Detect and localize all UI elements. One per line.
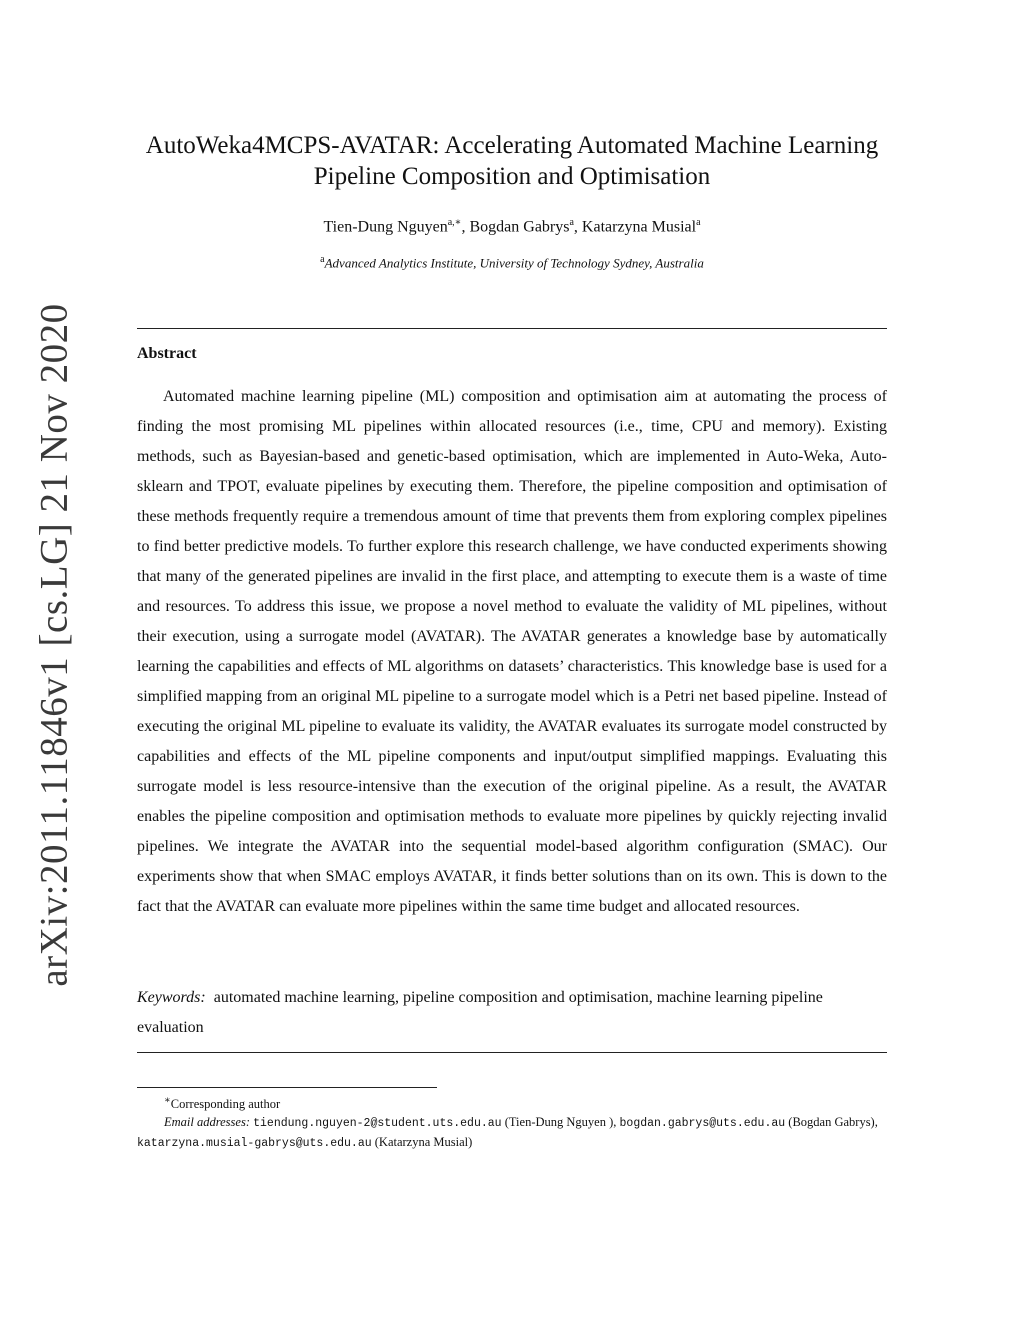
footnote: [137, 1092, 897, 1153]
corresponding-author-note: [137, 1092, 897, 1113]
email-link[interactable]: bogdan.gabrys@uts.edu.au: [619, 1117, 786, 1131]
author-affiliation-mark: a: [696, 217, 701, 228]
abstract-body: Automated machine learning pipeline (ML) composition and optimisation aim at automating the process of finding the most promising ML pipelines within allocated resources (i.e., time, CPU and memory). Existing methods, such as Bayesian-based and genetic-based optimisation, which are implemented in Auto-Weka, Auto-sklearn and TPOT, evaluate pipelines by executing them. Therefore, the pipeline composition and optimisation of these methods frequently require a tremendous amount of time that prevents them from exploring complex pipelines to find better predictive models. To further explore this research challenge, we have conducted experiments showing that many of the generated pipelines are invalid in the first place, and attempting to execute them is a waste of time and resources. To address this issue, we propose a novel method to evaluate the validity of ML pipelines, without their execution, using a surrogate model (AVATAR). The AVATAR generates a knowledge base by automatically learning the capabilities and effects of ML algorithms on datasets’ characteristics. This knowledge base is used for a simplified mapping from an original ML pipeline to a surrogate model which is a Petri net based pipeline. Instead of executing the original ML pipeline to evaluate its validity, the AVATAR evaluates its surrogate model constructed by capabilities and effects of the ML pipeline components and input/output simplified mappings. Evaluating this surrogate model is less resource-intensive than the execution of the original pipeline. As a result, the AVATAR enables the pipeline composition and optimisation methods to evaluate more pipelines by quickly rejecting invalid pipelines. We integrate the AVATAR into the sequential model-based algorithm configuration (SMAC). Our experiments show that when SMAC employs AVATAR, it finds better solutions than on its own. This is down to the fact that the AVATAR can evaluate more pipelines within the same time budget and allocated resources.: [137, 388, 887, 915]
author-name: Bogdan Gabrys: [469, 218, 570, 236]
author-name: Tien-Dung Nguyen: [323, 218, 448, 236]
title-line-2: Pipeline Composition and Optimisation: [313, 163, 711, 190]
email-link[interactable]: katarzyna.musial-gabrys@uts.edu.au: [137, 1137, 372, 1151]
author-separator: ,: [461, 218, 470, 236]
email-owner: (Bogdan Gabrys),: [788, 1115, 878, 1130]
keywords: [137, 983, 857, 1043]
email-addresses: [137, 1113, 897, 1153]
keywords-label: Keywords:: [137, 989, 206, 1006]
author-separator: ,: [573, 218, 582, 236]
arxiv-identifier-stamp: arXiv:2011.11846v1 [cs.LG] 21 Nov 2020: [32, 303, 76, 987]
email-link[interactable]: tiendung.nguyen-2@student.uts.edu.au: [253, 1117, 502, 1131]
corresponding-mark: ∗: [164, 1095, 171, 1106]
abstract-top-rule: [137, 328, 887, 329]
email-owner: (Katarzyna Musial): [374, 1135, 473, 1150]
author-affiliation-mark: a,∗: [447, 217, 462, 228]
abstract-bottom-rule: [137, 1052, 887, 1053]
abstract-heading: Abstract: [137, 345, 197, 362]
author-name: Katarzyna Musial: [581, 218, 697, 236]
author-affiliation-mark: a: [569, 217, 574, 228]
affiliation-mark: a: [320, 254, 325, 265]
keywords-text: automated machine learning, pipeline composition and optimisation, machine learning pipeline evaluation: [137, 989, 823, 1036]
title-line-1: AutoWeka4MCPS-AVATAR: Accelerating Automated Machine Learning: [145, 132, 879, 159]
email-label: Email addresses:: [164, 1115, 250, 1130]
corresponding-text: Corresponding author: [170, 1097, 281, 1112]
footnote-rule: [137, 1087, 437, 1088]
author-list: [137, 217, 887, 236]
email-owner: (Tien-Dung Nguyen ),: [504, 1115, 617, 1130]
affiliation: [137, 254, 887, 271]
paper-title: [137, 130, 887, 192]
affiliation-text: Advanced Analytics Institute, University of Technology Sydney, Australia: [324, 255, 704, 271]
